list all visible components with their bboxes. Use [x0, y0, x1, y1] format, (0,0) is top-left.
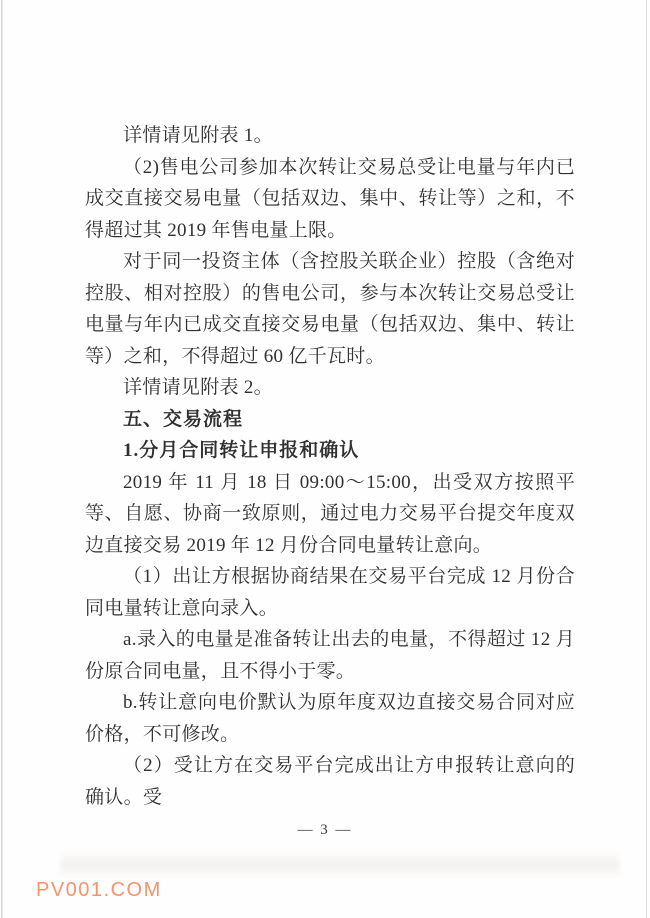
document-body — [85, 120, 575, 813]
scan-edge-right — [646, 0, 647, 918]
page-number: — 3 — — [297, 822, 353, 838]
paragraph-step-1b-price: b.转让意向电价默认为原年度双边直接交易合同对应价格，不可修改。 — [85, 692, 575, 745]
subsection-heading-monthly-transfer: 1.分月合同转让申报和确认 — [123, 440, 360, 461]
paragraph-step-1-transferor: （1）出让方根据协商结果在交易平台完成 12 月份合同电量转让意向录入。 — [85, 566, 575, 619]
paragraph-same-investor-rule: 对于同一投资主体（含控股关联企业）控股（含绝对控股、相对控股）的售电公司，参与本次转让交易总受让电量与年内已成交直接交易电量（包括双边、集中、转让等）之和，不得超过 60 亿千瓦时。 — [85, 251, 575, 367]
section-heading-trade-process: 五、交易流程 — [123, 408, 244, 430]
paragraph-step-1a-volume: a.录入的电量是准备转让出去的电量，不得超过 12 月份原合同电量，且不得小于零。 — [85, 629, 575, 682]
paragraph-item-2-rule: （2)售电公司参加本次转让交易总受让电量与年内已成交直接交易电量（包括双边、集中、转让等）之和，不得超过其 2019 年售电量上限。 — [85, 156, 575, 241]
watermark-pv001: PV001.COM — [36, 879, 162, 901]
paragraph-step-2-transferee: （2）受让方在交易平台完成出让方申报转让意向的确认。受 — [85, 755, 575, 808]
scan-edge-left — [1, 0, 3, 918]
scan-noise-band — [60, 852, 620, 878]
paragraph-declaration-window: 2019 年 11 月 18 日 09:00～15:00，出受双方按照平等、自愿、协商一致原则，通过电力交易平台提交年度双边直接交易 2019 年 12 月份合同电量转让意向。 — [85, 471, 575, 556]
paragraph-detail-ref-2: 详情请见附表 2。 — [123, 377, 273, 398]
paragraph-detail-ref-1: 详情请见附表 1。 — [123, 125, 273, 146]
